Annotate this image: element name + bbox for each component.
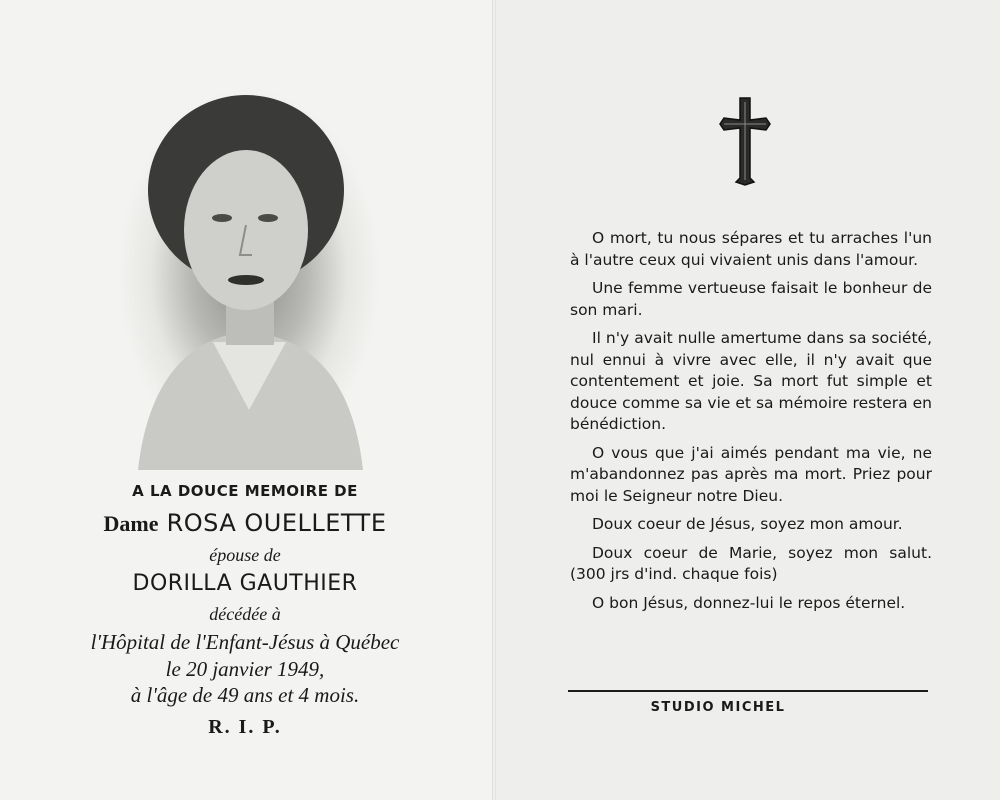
prayer-paragraph: Doux coeur de Jésus, soyez mon amour. (592, 515, 903, 533)
title-prefix: Dame (103, 511, 159, 536)
place-of-death: l'Hôpital de l'Enfant-Jésus à Québec (90, 630, 400, 654)
in-memory-heading: A LA DOUCE MEMOIRE DE (132, 482, 358, 500)
rip-text: R. I. P. (208, 716, 282, 738)
died-at-label: décédée à (209, 604, 281, 624)
cross-icon (716, 94, 774, 186)
prayer-paragraph: O vous que j'ai aimés pendant ma vie, ne m'abandonnez pas après ma mort. Priez pour moi le Seigneur notre Dieu. (570, 443, 932, 505)
divider-rule (568, 690, 928, 692)
portrait-photo (118, 80, 380, 470)
studio-credit: STUDIO MICHEL (650, 700, 786, 715)
prayer-paragraph: Une femme vertueuse faisait le bonheur de son mari. (570, 279, 932, 319)
husband-name: DORILLA GAUTHIER (132, 571, 358, 596)
age-at-death: à l'âge de 49 ans et 4 mois. (130, 683, 360, 707)
prayer-paragraph: Il n'y avait nulle amertume dans sa société, nul ennui à vivre avec elle, il n'y avait que contentement et joie. Sa mort fut simple et douce comme sa vie et sa mémoire restera en bénédiction. (570, 329, 932, 433)
deceased-name (40, 509, 450, 537)
deceased-name-text: ROSA OUELLETTE (166, 509, 387, 537)
prayer-paragraph: O mort, tu nous sépares et tu arraches l'un à l'autre ceux qui vivaient unis dans l'amour. (570, 229, 932, 269)
prayer-text (570, 228, 932, 621)
left-panel (0, 0, 492, 800)
spouse-of-label: épouse de (209, 545, 281, 565)
portrait-icon (118, 80, 380, 470)
date-of-death: le 20 janvier 1949, (165, 657, 325, 681)
prayer-paragraph: Doux coeur de Marie, soyez mon salut. (300 jrs d'ind. chaque fois) (570, 543, 932, 583)
prayer-paragraph: O bon Jésus, donnez-lui le repos éternel. (592, 593, 906, 612)
